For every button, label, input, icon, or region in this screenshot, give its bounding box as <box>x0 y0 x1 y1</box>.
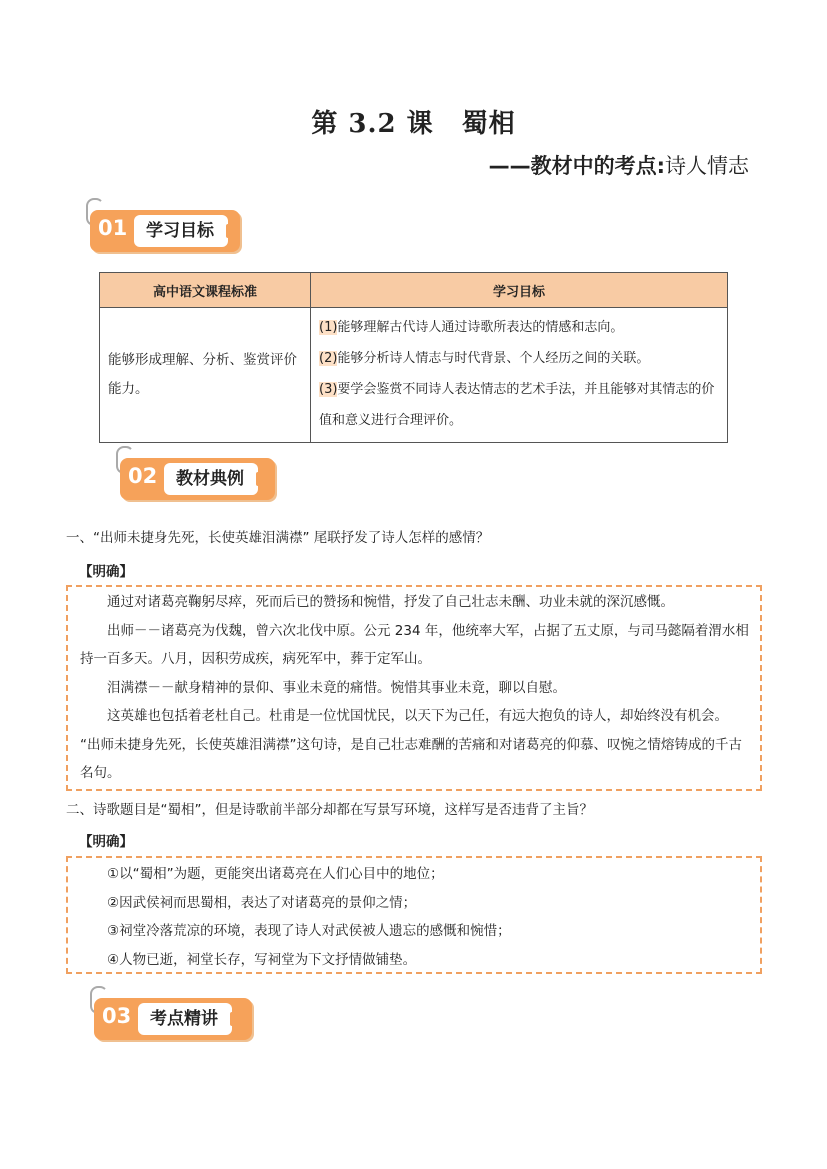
section-number: 03 <box>102 1004 132 1028</box>
answer-paragraph: 出师－－诸葛亮为伐魏，曾六次北伐中原。公元 234 年，他统率大军，占据了五丈原，与司马懿隔着渭水相持一百多天。八月，因积劳成疾，病死军中，葬于定军山。 <box>80 622 749 667</box>
section-label: 教材典例 <box>164 463 258 495</box>
learning-goals-table <box>99 272 728 443</box>
question-2: 二、诗歌题目是“蜀相”，但是诗歌前半部分却都在写景写环境，这样写是否违背了主旨？ <box>66 802 593 818</box>
section-badge-01 <box>90 210 240 256</box>
aim-item <box>319 312 719 343</box>
answer-paragraph: ②因武侯祠而思蜀相，表达了对诸葛亮的景仰之情； <box>107 894 417 911</box>
clarify-label-2: 【明确】 <box>79 834 133 850</box>
lesson-number: 第 3.2 课 <box>311 109 434 139</box>
answer-paragraph: 通过对诸葛亮鞠躬尽瘁，死而后已的赞扬和惋惜，抒发了自己壮志未酬、功业未就的深沉感慨。 <box>107 594 674 610</box>
section-number: 01 <box>98 216 128 240</box>
answer-paragraph: 泪满襟－－献身精神的景仰、事业未竟的痛惜。惋惜其事业未竟，聊以自慰。 <box>107 679 566 696</box>
table-row <box>100 308 728 443</box>
aim-item <box>319 343 719 374</box>
answer-paragraph: 这英雄也包括着老杜自己。杜甫是一位忧国忧民，以天下为己任，有远大抱负的诗人，却始终没有机会。 “出师未捷身先死，长使英雄泪满襟”这句诗，是自己壮志难酬的苦痛和对诸葛亮的仰慕、叹惋之情熔铸成的千古名句。 <box>80 708 742 781</box>
learning-aims <box>311 308 728 443</box>
table-header: 学习目标 <box>311 273 728 308</box>
lesson-title: 蜀相 <box>461 109 516 139</box>
aim-tag: (2) <box>319 351 338 366</box>
clarify-label-1: 【明确】 <box>79 564 133 580</box>
answer-box-1 <box>66 585 762 791</box>
section-badge-02 <box>120 458 275 504</box>
table-header-row <box>100 273 728 308</box>
aim-text: 要学会鉴赏不同诗人表达情志的艺术手法，并且能够对其情志的价值和意义进行合理评价。 <box>319 382 715 428</box>
table-header: 高中语文课程标准 <box>100 273 311 308</box>
answer-paragraph: ①以“蜀相”为题，更能突出诸葛亮在人们心目中的地位； <box>107 866 444 882</box>
answer-paragraph: ④人物已逝，祠堂长存，写祠堂为下文抒情做铺垫。 <box>107 951 417 968</box>
aim-tag: (3) <box>319 382 338 397</box>
page-title <box>0 103 827 140</box>
aim-item <box>319 374 719 436</box>
section-label: 学习目标 <box>134 215 228 247</box>
aim-tag: (1) <box>319 320 338 335</box>
subtitle-bold: ——教材中的考点: <box>488 154 665 178</box>
page-subtitle <box>489 150 749 180</box>
aim-text: 能够理解古代诗人通过诗歌所表达的情感和志向。 <box>337 320 624 335</box>
question-1: 一、“出师未捷身先死，长使英雄泪满襟” 尾联抒发了诗人怎样的感情？ <box>66 530 490 546</box>
subtitle-light: 诗人情志 <box>665 154 749 178</box>
section-badge-03 <box>94 998 252 1044</box>
aim-text: 能够分析诗人情志与时代背景、个人经历之间的关联。 <box>337 351 650 366</box>
section-label: 考点精讲 <box>138 1003 232 1035</box>
curriculum-standard: 能够形成理解、分析、鉴赏评价能力。 <box>100 308 311 443</box>
answer-paragraph: ③祠堂冷落荒凉的环境，表现了诗人对武侯被人遗忘的感慨和惋惜； <box>107 923 511 939</box>
answer-box-2 <box>66 856 762 974</box>
section-number: 02 <box>128 464 158 488</box>
